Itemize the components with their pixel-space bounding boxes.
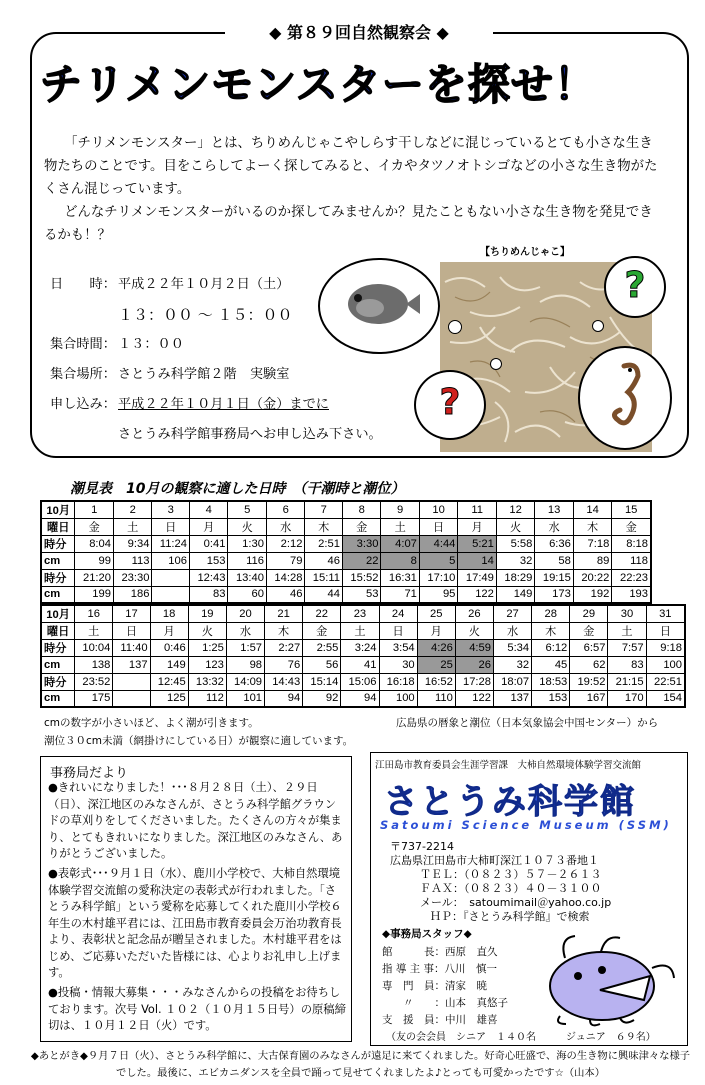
- tide-row: [41, 569, 651, 586]
- meet-time-label: 集合時間：: [50, 337, 116, 352]
- tide-cell: 167: [570, 690, 608, 707]
- tide-cell: 46: [305, 553, 343, 570]
- tide-cell: 153: [189, 553, 227, 570]
- tide-cell: 22: [303, 605, 341, 623]
- tide-cell: 6:12: [532, 640, 570, 657]
- tide-cell: 水: [226, 623, 264, 640]
- tide-cell: 153: [532, 690, 570, 707]
- tide-cell: 46: [266, 586, 304, 603]
- tide-cell: 137: [493, 690, 531, 707]
- tide-cell: [152, 569, 190, 586]
- tide-row-label: 曜日: [41, 623, 75, 640]
- tide-cell: 83: [608, 657, 646, 674]
- tide-cell: 56: [303, 657, 341, 674]
- tide-cell: 173: [535, 586, 573, 603]
- museum-org: 江田島市教育委員会生涯学習課 大柿自然環境体験学習交流館: [375, 760, 642, 771]
- tide-cell: 25: [417, 605, 455, 623]
- tide-cell: 94: [265, 690, 303, 707]
- tide-cell: 31: [646, 605, 685, 623]
- tide-row-label: 10月: [41, 605, 75, 623]
- tide-cell: 71: [381, 586, 419, 603]
- tide-cell: 22: [342, 553, 380, 570]
- tide-cell: 118: [612, 553, 651, 570]
- page-title: チリメンモンスターを探せ！: [40, 60, 597, 109]
- tide-cell: 7:18: [573, 536, 611, 553]
- tide-cell: 170: [608, 690, 646, 707]
- tide-cell: 95: [419, 586, 457, 603]
- tide-cell: 12: [496, 501, 534, 519]
- apply-row: [50, 396, 329, 414]
- tide-cell: 125: [150, 690, 188, 707]
- tide-cell: 木: [532, 623, 570, 640]
- tide-cell: 21: [265, 605, 303, 623]
- tide-cell: 水: [266, 519, 304, 536]
- photo-caption: 【ちりめんじゃこ】: [480, 247, 570, 258]
- tide-cell: 30: [608, 605, 646, 623]
- tide-cell: 199: [75, 586, 113, 603]
- tide-cell: 9:34: [113, 536, 151, 553]
- tide-cell: 3:30: [342, 536, 380, 553]
- tide-cell: 0:46: [150, 640, 188, 657]
- tide-cell: 60: [228, 586, 266, 603]
- tide-cell: 7: [305, 501, 343, 519]
- tide-row: [41, 553, 651, 570]
- tide-row-label: cm: [41, 690, 75, 707]
- tide-row-label: 時分: [41, 640, 75, 657]
- tide-cell: 26: [455, 605, 493, 623]
- tide-cell: 1: [75, 501, 113, 519]
- tide-cell: 月: [417, 623, 455, 640]
- tide-row: [41, 657, 685, 674]
- mascot-icon: [540, 928, 680, 1028]
- tide-cell: 11:24: [152, 536, 190, 553]
- tide-cell: 9:18: [646, 640, 685, 657]
- tide-cell: 1:30: [228, 536, 266, 553]
- tide-row: [41, 690, 685, 707]
- tide-cell: 0:41: [189, 536, 227, 553]
- tide-cell: 94: [341, 690, 379, 707]
- tide-cell: 21:20: [75, 569, 113, 586]
- tide-cell: 4:07: [381, 536, 419, 553]
- tide-cell: 19:15: [535, 569, 573, 586]
- tide-cell: 137: [113, 657, 150, 674]
- thought-dot: [592, 320, 604, 332]
- tide-cell: 火: [496, 519, 534, 536]
- question-mark-icon: ?: [624, 265, 646, 306]
- tide-cell: 水: [493, 623, 531, 640]
- tide-row-label: 時分: [41, 569, 75, 586]
- tide-cell: 4:26: [417, 640, 455, 657]
- tide-cell: 13:32: [188, 673, 226, 690]
- tide-row: [41, 673, 685, 690]
- museum-tel: ＴＥＬ：（０８２３）５７－２６１３: [420, 868, 602, 881]
- tide-cell: 15:14: [303, 673, 341, 690]
- tide-cell: 123: [188, 657, 226, 674]
- tide-note-1: cmの数字が小さいほど、よく潮が引きます。: [44, 717, 259, 729]
- afterword: ◆あとがき◆９月７日（火）、さとうみ科学館に、大古保育園のみなさんが遠足に来てくれました。好奇心旺盛で、海の生き物に興味津々な様子でした。最後に、エビカニダンスを全員で踊って見せてくれましたよ♪とっても可愛かったです☆（山本）: [30, 1050, 691, 1079]
- question-bubble-right: [604, 256, 666, 318]
- intro-paragraph-1: 「チリメンモンスター」とは、ちりめんじゃこやしらす干しなどに混じっているとても小さな生き物たちのことです。目をこらしてよーく探してみると、イカやタツノオトシゴなどの小さな生き物がたくさん混じっています。: [44, 136, 658, 197]
- tide-row: [41, 640, 685, 657]
- tide-cell: 100: [379, 690, 417, 707]
- tide-row: [41, 605, 685, 623]
- tide-row: [41, 536, 651, 553]
- tide-source: 広島県の暦象と潮位（日本気象協会中国センター）から: [396, 717, 659, 729]
- tide-cell: 11: [458, 501, 496, 519]
- tide-cell: 6:36: [535, 536, 573, 553]
- tide-cell: 3: [152, 501, 190, 519]
- tide-cell: 12:43: [189, 569, 227, 586]
- tide-cell: 44: [305, 586, 343, 603]
- tide-cell: 28: [532, 605, 570, 623]
- tide-cell: 17:49: [458, 569, 496, 586]
- tide-cell: 122: [458, 586, 496, 603]
- tide-cell: 11:40: [113, 640, 150, 657]
- tide-note-2: 潮位３０cm未満（網掛けにしている日）が観察に適しています。: [44, 735, 354, 747]
- staff-member: 指 導 主 事：八川 慎一: [382, 963, 498, 975]
- thought-dot: [448, 320, 462, 334]
- tide-cell: 日: [379, 623, 417, 640]
- tide-cell: 32: [496, 553, 534, 570]
- tide-cell: 4: [189, 501, 227, 519]
- meet-time-value: １３：００: [118, 337, 184, 352]
- tide-row-label: cm: [41, 586, 75, 603]
- tide-cell: 186: [113, 586, 151, 603]
- staff-member: 〃 ：山本 真悠子: [382, 997, 508, 1009]
- tide-cell: 14:43: [265, 673, 303, 690]
- tide-cell: 25: [417, 657, 455, 674]
- tide-cell: 29: [570, 605, 608, 623]
- tide-row-label: 10月: [41, 501, 75, 519]
- thought-dot: [490, 358, 502, 370]
- tide-cell: 18:07: [493, 673, 531, 690]
- tide-cell: 112: [188, 690, 226, 707]
- tide-cell: 2: [113, 501, 151, 519]
- news-item-award: ●表彰式･･･９月１日（水）、鹿川小学校で、大柿自然環境体験学習交流館の愛称決定の表彰式が行われました。「さとうみ科学館」という愛称を応募してくれた鹿川小学校６年生の木村雄平君には、江田島市教育委員会万治功教育長より、表彰状と記念品が贈呈されました。木村雄平君をはじめ、ご応募いただいた皆様には、心よりお礼申し上げます。: [48, 867, 342, 979]
- meet-place-row: [50, 366, 289, 384]
- tide-cell: [113, 673, 150, 690]
- seahorse-bubble: [578, 346, 672, 450]
- tide-cell: 金: [570, 623, 608, 640]
- tide-row-label: 曜日: [41, 519, 75, 536]
- tide-cell: 8: [381, 553, 419, 570]
- tide-cell: 17:10: [419, 569, 457, 586]
- tide-row-label: cm: [41, 657, 75, 674]
- tide-row: [41, 501, 651, 519]
- tide-cell: 92: [303, 690, 341, 707]
- tide-cell: 98: [226, 657, 264, 674]
- tide-cell: 18:53: [532, 673, 570, 690]
- tide-cell: 20:22: [573, 569, 611, 586]
- tide-cell: 3:24: [341, 640, 379, 657]
- museum-postal: 〒737-2214: [390, 840, 454, 853]
- tide-cell: 27: [493, 605, 531, 623]
- tide-cell: 15: [612, 501, 651, 519]
- tide-cell: 水: [535, 519, 573, 536]
- tide-cell: 79: [266, 553, 304, 570]
- tide-cell: 土: [341, 623, 379, 640]
- tide-cell: 5:21: [458, 536, 496, 553]
- members-count: （友の会会員 シニア １４０名 ジュニア ６９名）: [386, 1032, 656, 1043]
- apply-value-2: さとうみ科学館事務局へお申し込み下さい。: [118, 427, 382, 442]
- tide-cell: 15:52: [342, 569, 380, 586]
- tide-cell: 26: [455, 657, 493, 674]
- question-mark-icon: ?: [439, 382, 461, 423]
- staff-member: 支 援 員：中川 雄喜: [382, 1014, 498, 1026]
- tide-cell: 8:18: [612, 536, 651, 553]
- staff-member: 館 長：西原 直久: [382, 946, 498, 958]
- tide-cell: 32: [493, 657, 531, 674]
- tide-cell: 13:40: [228, 569, 266, 586]
- tide-cell: 99: [75, 553, 113, 570]
- time-value: １３：００ ～ １５：００: [118, 306, 293, 324]
- tide-cell: 1:25: [188, 640, 226, 657]
- tide-cell: 83: [189, 586, 227, 603]
- tide-cell: 4:44: [419, 536, 457, 553]
- tide-cell: [113, 690, 150, 707]
- tide-cell: 18: [150, 605, 188, 623]
- tide-cell: 木: [265, 623, 303, 640]
- tide-row: [41, 586, 651, 603]
- tide-cell: [152, 586, 190, 603]
- tide-cell: 23:52: [75, 673, 113, 690]
- tide-cell: 21:15: [608, 673, 646, 690]
- tide-cell: 2:55: [303, 640, 341, 657]
- tide-cell: 122: [455, 690, 493, 707]
- tide-row-label: 時分: [41, 536, 75, 553]
- tide-cell: 日: [419, 519, 457, 536]
- meet-place-label: 集合場所：: [50, 367, 116, 382]
- tide-cell: 火: [455, 623, 493, 640]
- tide-cell: 149: [150, 657, 188, 674]
- tide-cell: 14: [458, 553, 496, 570]
- question-bubble-left: [414, 370, 486, 440]
- tide-cell: 木: [305, 519, 343, 536]
- tide-cell: 4:59: [455, 640, 493, 657]
- tide-cell: 2:12: [266, 536, 304, 553]
- tide-row: [41, 519, 651, 536]
- tide-cell: 18:29: [496, 569, 534, 586]
- tide-cell: 16:18: [379, 673, 417, 690]
- tide-cell: 5:34: [493, 640, 531, 657]
- tide-cell: 106: [152, 553, 190, 570]
- tide-cell: 116: [228, 553, 266, 570]
- pufferfish-icon: [320, 260, 438, 352]
- tide-cell: 12:45: [150, 673, 188, 690]
- news-item-cleanup: ●きれいになりました！･･･８月２８日（土）、２９日（日）、深江地区のみなさんが、さとうみ科学館グラウンドの草刈りをしてくださいました。たくさんの方々が集まり、とてもきれいになりました。深江地区のみなさん、ありがとうございました。: [48, 781, 343, 860]
- tide-cell: 19:52: [570, 673, 608, 690]
- museum-address: 広島県江田島市大柿町深江１０７３番地１: [390, 854, 599, 867]
- tide-cell: 23:30: [113, 569, 151, 586]
- tide-cell: 19: [188, 605, 226, 623]
- tide-cell: 62: [570, 657, 608, 674]
- tide-cell: 月: [189, 519, 227, 536]
- tide-cell: 175: [75, 690, 113, 707]
- tide-cell: 41: [341, 657, 379, 674]
- tide-cell: 14:28: [266, 569, 304, 586]
- meet-place-value: さとうみ科学館２階 実験室: [118, 367, 290, 382]
- tide-cell: 101: [226, 690, 264, 707]
- museum-name: さとうみ科学館: [384, 782, 636, 822]
- staff-member: 専 門 員：清家 暁: [382, 980, 487, 992]
- tide-row-label: 時分: [41, 673, 75, 690]
- staff-title: ◆事務局スタッフ◆: [382, 928, 472, 940]
- tide-cell: 15:11: [305, 569, 343, 586]
- tide-cell: 154: [646, 690, 685, 707]
- tide-cell: 土: [75, 623, 113, 640]
- tide-cell: 木: [573, 519, 611, 536]
- tide-cell: 金: [612, 519, 651, 536]
- tide-cell: 月: [458, 519, 496, 536]
- tide-cell: 89: [573, 553, 611, 570]
- seahorse-icon: [580, 348, 670, 448]
- date-label: 日 時：: [50, 277, 116, 292]
- tide-cell: 113: [113, 553, 151, 570]
- tide-cell: 24: [379, 605, 417, 623]
- tide-cell: 53: [342, 586, 380, 603]
- tide-cell: 193: [612, 586, 651, 603]
- tide-cell: 17: [113, 605, 150, 623]
- tide-cell: 1:57: [226, 640, 264, 657]
- date-value: 平成２２年１０月２日（土）: [118, 277, 290, 292]
- tide-cell: 土: [608, 623, 646, 640]
- tide-cell: 76: [265, 657, 303, 674]
- tide-cell: 9: [381, 501, 419, 519]
- tide-cell: 100: [646, 657, 685, 674]
- news-item-call-for-posts: ●投稿・情報大募集・・・みなさんからの投稿をお待ちしております。次号 Vol. １０２（１０月１５日号）の原稿締切は、１０月１２日（火）です。: [48, 986, 346, 1032]
- tide-cell: 13: [535, 501, 573, 519]
- meet-time-row: [50, 336, 184, 354]
- tide-cell: 6:57: [570, 640, 608, 657]
- tide-cell: 土: [113, 519, 151, 536]
- tide-cell: 日: [646, 623, 685, 640]
- tide-cell: 10: [419, 501, 457, 519]
- tide-cell: 15:06: [341, 673, 379, 690]
- tide-cell: 16: [75, 605, 113, 623]
- tide-cell: 火: [188, 623, 226, 640]
- tide-cell: 17:28: [455, 673, 493, 690]
- tide-cell: 6: [266, 501, 304, 519]
- tide-cell: 8:04: [75, 536, 113, 553]
- tide-cell: 22:51: [646, 673, 685, 690]
- tide-cell: 138: [75, 657, 113, 674]
- tide-cell: 5: [419, 553, 457, 570]
- tide-cell: 16:52: [417, 673, 455, 690]
- tide-cell: 土: [381, 519, 419, 536]
- tide-table-second-half: [40, 604, 686, 708]
- museum-hp: ＨＰ：『さとうみ科学館』で検索: [430, 910, 590, 923]
- apply-label: 申し込み：: [50, 397, 116, 412]
- tide-cell: 8: [342, 501, 380, 519]
- tide-cell: 金: [342, 519, 380, 536]
- tide-cell: 月: [150, 623, 188, 640]
- tide-cell: 3:54: [379, 640, 417, 657]
- tide-cell: 30: [379, 657, 417, 674]
- tide-cell: 7:57: [608, 640, 646, 657]
- tide-cell: 日: [152, 519, 190, 536]
- tide-row: [41, 623, 685, 640]
- museum-name-en: Satoumi Science Museum (SSM): [380, 818, 672, 832]
- apply-value: 平成２２年１０月１日（金）までに: [118, 397, 329, 412]
- tide-cell: 5: [228, 501, 266, 519]
- tide-cell: 10:04: [75, 640, 113, 657]
- tide-table-title: 潮見表 10月の観察に適した日時 （干潮時と潮位）: [70, 481, 405, 497]
- tide-cell: 5:58: [496, 536, 534, 553]
- tide-cell: 14:09: [226, 673, 264, 690]
- tide-cell: 149: [496, 586, 534, 603]
- tide-cell: 22:23: [612, 569, 651, 586]
- tide-cell: 23: [341, 605, 379, 623]
- tide-cell: 58: [535, 553, 573, 570]
- news-title: 事務局だより: [50, 766, 129, 781]
- tide-cell: 2:27: [265, 640, 303, 657]
- museum-fax: ＦＡＸ：（０８２３）４０－３１００: [420, 882, 602, 895]
- date-row: [50, 276, 289, 294]
- tide-cell: 110: [417, 690, 455, 707]
- tide-table-first-half: [40, 500, 652, 604]
- tide-cell: 金: [75, 519, 113, 536]
- tide-cell: 14: [573, 501, 611, 519]
- museum-mail: メール： satoumimail＠yahoo.co.jp: [420, 896, 612, 909]
- tide-cell: 16:31: [381, 569, 419, 586]
- tide-cell: 火: [228, 519, 266, 536]
- tide-cell: 金: [303, 623, 341, 640]
- intro-paragraph-2: どんなチリメンモンスターがいるのか探してみませんか？見たこともない小さな生き物を発見できるかも！？: [44, 205, 653, 243]
- event-header: ◆ 第８９回自然観察会 ◆: [225, 20, 493, 43]
- pufferfish-bubble: [318, 258, 440, 354]
- tide-cell: 2:51: [305, 536, 343, 553]
- tide-cell: 20: [226, 605, 264, 623]
- tide-cell: 45: [532, 657, 570, 674]
- tide-cell: 192: [573, 586, 611, 603]
- tide-cell: 日: [113, 623, 150, 640]
- tide-row-label: cm: [41, 553, 75, 570]
